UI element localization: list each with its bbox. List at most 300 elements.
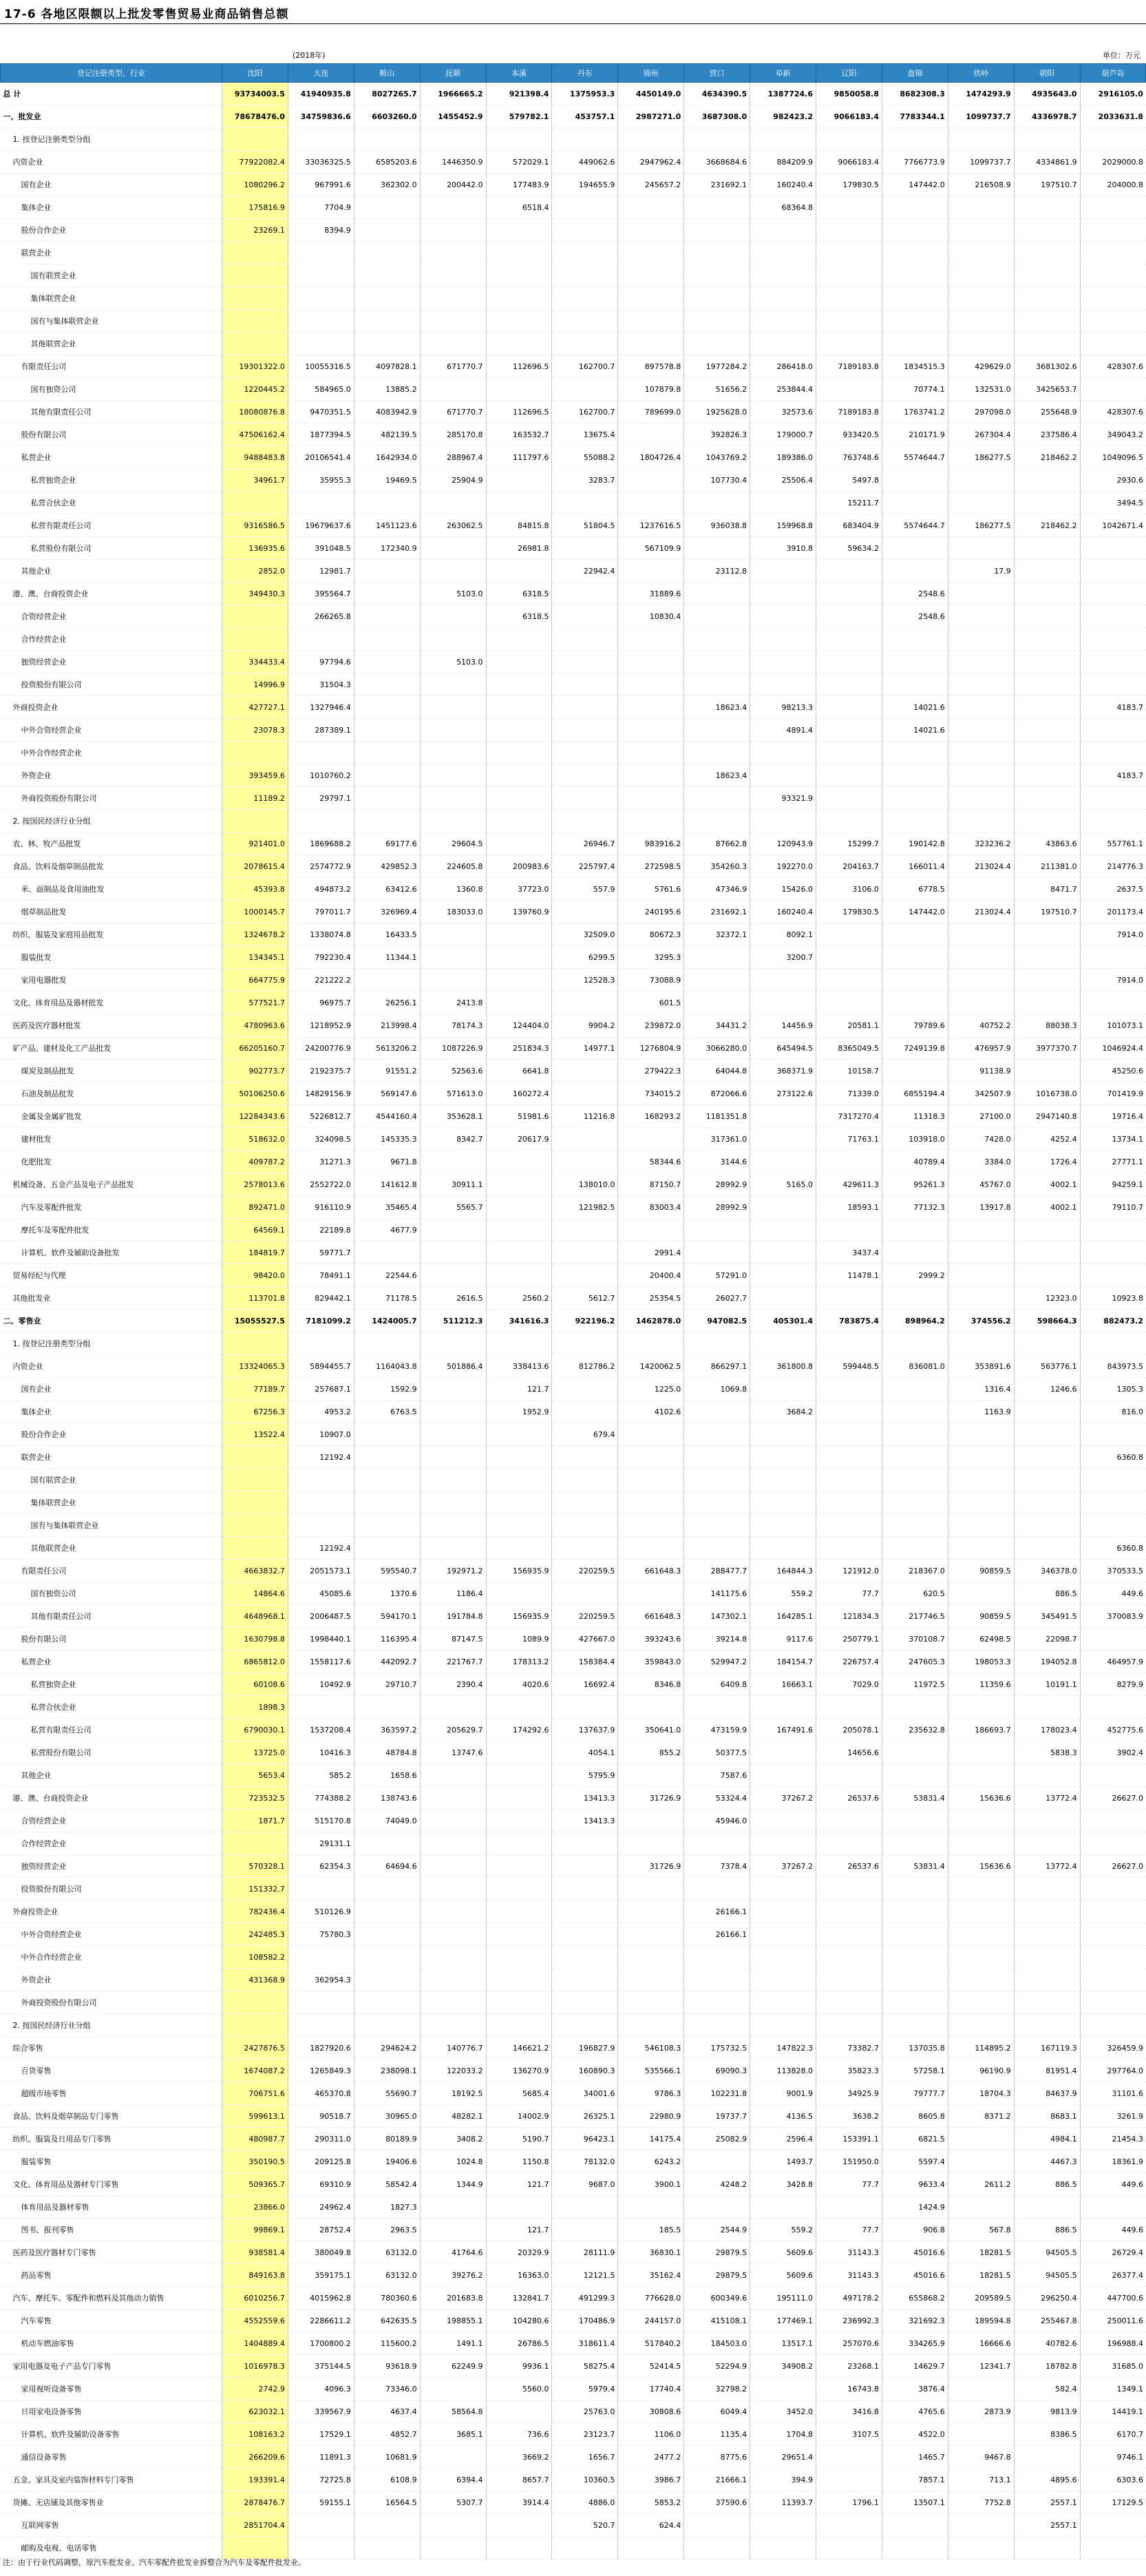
value-cell [816, 560, 882, 583]
value-cell: 7378.4 [684, 1855, 750, 1878]
row-label: 机械设备、五金产品及电子产品批发 [1, 1173, 222, 1196]
value-cell [750, 2014, 816, 2037]
value-cell [1080, 196, 1146, 219]
value-cell: 1046924.4 [1080, 1037, 1146, 1060]
value-cell: 218462.2 [1014, 514, 1080, 537]
value-cell [750, 1969, 816, 1991]
row-label: 有限责任公司 [1, 1560, 222, 1582]
row-label: 烟草制品批发 [1, 901, 222, 923]
value-cell: 4002.1 [1014, 1173, 1080, 1196]
value-cell [684, 242, 750, 264]
row-label: 私营独资企业 [1, 469, 222, 492]
value-cell [1014, 469, 1080, 492]
page-title: 17-6 各地区限额以上批发零售贸易业商品销售总额 [4, 8, 289, 21]
value-cell: 363597.2 [354, 1719, 420, 1741]
value-cell [486, 923, 552, 946]
table-row [1, 2173, 1146, 2196]
value-cell: 1327946.4 [288, 696, 354, 719]
value-cell: 237586.4 [1014, 423, 1080, 446]
value-cell [1014, 1469, 1080, 1491]
value-cell [1014, 583, 1080, 605]
value-cell: 2548.6 [882, 583, 948, 605]
value-cell: 9001.9 [750, 2082, 816, 2105]
value-cell: 3066280.0 [684, 1037, 750, 1060]
value-cell: 6243.2 [618, 2150, 684, 2173]
value-cell [288, 2537, 354, 2559]
value-cell: 25904.9 [420, 469, 486, 492]
value-cell [816, 742, 882, 764]
value-cell [420, 1242, 486, 1264]
value-cell: 20329.9 [486, 2241, 552, 2264]
value-cell: 983916.2 [618, 833, 684, 855]
value-cell [486, 1242, 552, 1264]
value-cell: 518632.0 [222, 1128, 288, 1151]
value-cell: 121982.5 [552, 1196, 618, 1219]
row-label: 股份合作企业 [1, 219, 222, 242]
value-cell [1080, 1628, 1146, 1651]
value-cell: 221767.7 [420, 1651, 486, 1673]
value-cell: 3261.9 [1080, 2105, 1146, 2128]
value-cell [552, 378, 618, 401]
value-cell: 916110.9 [288, 1196, 354, 1219]
value-cell: 231692.1 [684, 901, 750, 923]
value-cell: 108163.2 [222, 2423, 288, 2446]
value-cell: 5613206.2 [354, 1037, 420, 1060]
value-cell [420, 1423, 486, 1446]
value-cell [420, 2378, 486, 2400]
value-cell: 5226812.7 [288, 1105, 354, 1128]
value-cell: 2991.4 [618, 1242, 684, 1264]
value-cell: 235632.8 [882, 1719, 948, 1741]
value-cell [750, 969, 816, 992]
value-cell: 190142.8 [882, 833, 948, 855]
value-cell: 18080876.8 [222, 401, 288, 423]
value-cell: 16564.5 [354, 2491, 420, 2514]
value-cell: 8371.2 [948, 2105, 1014, 2128]
value-cell [882, 2014, 948, 2037]
value-cell [354, 719, 420, 742]
value-cell: 645494.5 [750, 1037, 816, 1060]
value-cell: 18782.8 [1014, 2355, 1080, 2378]
value-cell: 1834515.3 [882, 355, 948, 378]
year-note: (2018年) [293, 51, 326, 60]
header-city: 阜新 [750, 64, 816, 83]
value-cell [750, 1537, 816, 1560]
value-cell: 3669.2 [486, 2446, 552, 2469]
value-cell [486, 719, 552, 742]
table-row [1, 2423, 1146, 2446]
value-cell: 2852.0 [222, 560, 288, 583]
value-cell [684, 1946, 750, 1969]
value-cell: 31504.3 [288, 673, 354, 696]
value-cell: 4020.6 [486, 1673, 552, 1696]
value-cell [750, 673, 816, 696]
value-cell [684, 333, 750, 355]
value-cell [486, 2514, 552, 2537]
value-cell: 45767.0 [948, 1173, 1014, 1196]
value-cell: 427667.0 [552, 1628, 618, 1651]
value-cell: 239872.0 [618, 1014, 684, 1037]
value-cell [816, 1537, 882, 1560]
value-cell: 285170.8 [420, 423, 486, 446]
row-label: 中外合资经营企业 [1, 719, 222, 742]
value-cell: 132841.7 [486, 2287, 552, 2310]
value-cell: 683404.9 [816, 514, 882, 537]
table-row [1, 923, 1146, 946]
value-cell: 26729.4 [1080, 2241, 1146, 2264]
value-cell [420, 537, 486, 560]
value-cell [552, 1151, 618, 1173]
table-row [1, 2446, 1146, 2469]
value-cell [948, 1332, 1014, 1355]
value-cell [486, 1469, 552, 1491]
value-cell: 19737.7 [684, 2105, 750, 2128]
value-cell [222, 810, 288, 833]
value-cell [1080, 560, 1146, 583]
value-cell: 40752.2 [948, 1014, 1014, 1037]
value-cell [288, 742, 354, 764]
value-cell [486, 1446, 552, 1469]
value-cell: 12192.4 [288, 1537, 354, 1560]
value-cell: 96190.9 [948, 2060, 1014, 2082]
value-cell [816, 1923, 882, 1946]
value-cell [420, 1469, 486, 1491]
value-cell: 29131.1 [288, 1832, 354, 1855]
value-cell: 43863.6 [1014, 833, 1080, 855]
value-cell [618, 1582, 684, 1605]
row-label: 国有与集体联营企业 [1, 1514, 222, 1537]
table-row [1, 1582, 1146, 1605]
value-cell: 107730.4 [684, 469, 750, 492]
value-cell [816, 719, 882, 742]
value-cell [684, 1696, 750, 1719]
value-cell: 41940935.8 [288, 83, 354, 105]
value-cell [948, 1696, 1014, 1719]
value-cell: 671770.7 [420, 355, 486, 378]
value-cell [684, 219, 750, 242]
value-cell: 78491.1 [288, 1264, 354, 1287]
value-cell [288, 2014, 354, 2037]
value-cell [750, 1514, 816, 1537]
value-cell: 34759836.6 [288, 105, 354, 128]
value-cell [420, 1696, 486, 1719]
value-cell [750, 651, 816, 673]
value-cell [1014, 2014, 1080, 2037]
value-cell [486, 1423, 552, 1446]
value-cell: 220259.5 [552, 1605, 618, 1628]
header-city: 葫芦岛 [1080, 64, 1146, 83]
value-cell: 77922082.4 [222, 151, 288, 174]
value-cell: 1106.0 [618, 2423, 684, 2446]
value-cell: 10907.0 [288, 1423, 354, 1446]
value-cell: 3681302.6 [1014, 355, 1080, 378]
value-cell: 22942.4 [552, 560, 618, 583]
table-row [1, 128, 1146, 151]
value-cell [816, 810, 882, 833]
value-cell [420, 1491, 486, 1514]
value-cell: 4334861.9 [1014, 151, 1080, 174]
value-cell: 5612.7 [552, 1287, 618, 1310]
value-cell [486, 1855, 552, 1878]
value-cell: 22189.8 [288, 1219, 354, 1242]
value-cell: 20581.1 [816, 1014, 882, 1037]
row-label: 石油及制品批发 [1, 1082, 222, 1105]
header-category: 登记注册类型、行业 [1, 64, 222, 83]
value-cell: 23866.0 [222, 2196, 288, 2219]
value-cell: 172340.9 [354, 537, 420, 560]
value-cell: 205078.1 [816, 1719, 882, 1741]
value-cell: 4054.1 [552, 1741, 618, 1764]
value-cell: 52563.6 [420, 1060, 486, 1082]
value-cell: 96975.7 [288, 992, 354, 1014]
value-cell [288, 1696, 354, 1719]
value-cell: 162700.7 [552, 401, 618, 423]
value-cell [882, 651, 948, 673]
value-cell: 882473.2 [1080, 1310, 1146, 1332]
value-cell [1014, 1491, 1080, 1514]
value-cell [948, 287, 1014, 310]
value-cell: 4102.6 [618, 1401, 684, 1423]
value-cell [486, 1264, 552, 1287]
value-cell [618, 219, 684, 242]
value-cell [882, 242, 948, 264]
value-cell: 186693.7 [948, 1719, 1014, 1741]
value-cell: 14021.6 [882, 696, 948, 719]
value-cell [354, 583, 420, 605]
value-cell: 12121.5 [552, 2264, 618, 2287]
value-cell: 62249.9 [420, 2355, 486, 2378]
value-cell: 23269.1 [222, 219, 288, 242]
table-row [1, 742, 1146, 764]
value-cell: 6855194.4 [882, 1082, 948, 1105]
value-cell: 375144.5 [288, 2355, 354, 2378]
value-cell [1080, 1491, 1146, 1514]
table-row [1, 1060, 1146, 1082]
value-cell [948, 1741, 1014, 1764]
table-row [1, 2469, 1146, 2491]
row-label: 食品、饮料及烟草制品批发 [1, 855, 222, 878]
value-cell: 1537208.4 [288, 1719, 354, 1741]
value-cell: 427727.1 [222, 696, 288, 719]
header-city: 抚顺 [420, 64, 486, 83]
value-cell [486, 696, 552, 719]
value-cell [618, 128, 684, 151]
value-cell [420, 1378, 486, 1401]
row-label: 百货零售 [1, 2060, 222, 2082]
value-cell [222, 1491, 288, 1514]
value-cell: 2548.6 [882, 605, 948, 628]
value-cell: 7189183.8 [816, 355, 882, 378]
value-cell [552, 2537, 618, 2559]
value-cell: 112696.5 [486, 401, 552, 423]
row-label: 集体企业 [1, 196, 222, 219]
value-cell: 16663.1 [750, 1673, 816, 1696]
value-cell: 394.9 [750, 2469, 816, 2491]
value-cell: 8471.7 [1014, 878, 1080, 901]
value-cell [882, 492, 948, 514]
value-cell: 236992.3 [816, 2310, 882, 2332]
row-label: 家用电器及电子产品专门零售 [1, 2355, 222, 2378]
header-city: 沈阳 [222, 64, 288, 83]
value-cell [618, 1537, 684, 1560]
value-cell: 31685.0 [1080, 2355, 1146, 2378]
value-cell: 266265.8 [288, 605, 354, 628]
value-cell [1080, 1264, 1146, 1287]
value-cell: 13413.3 [552, 1787, 618, 1810]
value-cell: 15055527.5 [222, 1310, 288, 1332]
value-cell: 257070.6 [816, 2332, 882, 2355]
value-cell: 11393.7 [750, 2491, 816, 2514]
table-row [1, 1628, 1146, 1651]
value-cell: 585.2 [288, 1764, 354, 1787]
row-label: 私营有限责任公司 [1, 514, 222, 537]
value-cell [552, 1832, 618, 1855]
value-cell [552, 719, 618, 742]
value-cell: 94505.5 [1014, 2264, 1080, 2287]
value-cell: 34961.7 [222, 469, 288, 492]
value-cell [222, 1332, 288, 1355]
value-cell [420, 1764, 486, 1787]
value-cell: 17529.1 [288, 2423, 354, 2446]
value-cell: 359843.0 [618, 1651, 684, 1673]
value-cell: 5574644.7 [882, 446, 948, 469]
value-cell: 30911.1 [420, 1173, 486, 1196]
value-cell [552, 992, 618, 1014]
value-cell: 2851704.4 [222, 2514, 288, 2537]
value-cell [948, 605, 1014, 628]
value-cell [420, 1537, 486, 1560]
value-cell: 26946.7 [552, 833, 618, 855]
value-cell [816, 1151, 882, 1173]
value-cell [552, 1378, 618, 1401]
value-cell: 9746.1 [1080, 2446, 1146, 2469]
value-cell [684, 310, 750, 333]
value-cell [618, 742, 684, 764]
table-row [1, 878, 1146, 901]
value-cell [1080, 1810, 1146, 1832]
value-cell [552, 1855, 618, 1878]
value-cell [882, 946, 948, 969]
value-cell: 175732.5 [684, 2037, 750, 2060]
value-cell: 947082.5 [684, 1310, 750, 1332]
table-row [1, 537, 1146, 560]
value-cell [420, 969, 486, 992]
value-cell: 1656.7 [552, 2446, 618, 2469]
value-cell: 9066183.4 [816, 105, 882, 128]
row-label: 港、澳、台商投资企业 [1, 583, 222, 605]
value-cell [882, 1491, 948, 1514]
value-cell: 255648.9 [1014, 401, 1080, 423]
value-cell: 147442.0 [882, 901, 948, 923]
table-row [1, 2287, 1146, 2310]
value-cell: 93618.9 [354, 2355, 420, 2378]
row-label: 国有联营企业 [1, 1469, 222, 1491]
value-cell: 1042671.4 [1080, 514, 1146, 537]
value-cell: 88038.3 [1014, 1014, 1080, 1037]
value-cell: 210171.9 [882, 423, 948, 446]
value-cell: 3914.4 [486, 2491, 552, 2514]
value-cell [486, 1696, 552, 1719]
table-row [1, 2082, 1146, 2105]
row-label: 超级市场零售 [1, 2082, 222, 2105]
value-cell [816, 2537, 882, 2559]
value-cell [354, 2014, 420, 2037]
value-cell: 797011.7 [288, 901, 354, 923]
value-cell [420, 764, 486, 787]
value-cell [354, 787, 420, 810]
table-row [1, 196, 1146, 219]
value-cell: 359175.1 [288, 2264, 354, 2287]
value-cell [948, 673, 1014, 696]
value-cell [1080, 1696, 1146, 1719]
value-cell [618, 2196, 684, 2219]
value-cell: 6865812.0 [222, 1651, 288, 1673]
value-cell: 6170.7 [1080, 2423, 1146, 2446]
value-cell [882, 537, 948, 560]
table-row [1, 2355, 1146, 2378]
value-cell: 70774.1 [882, 378, 948, 401]
value-cell: 147302.1 [684, 1605, 750, 1628]
table-row [1, 2378, 1146, 2400]
table-row [1, 1401, 1146, 1423]
value-cell [750, 605, 816, 628]
value-cell: 24200776.9 [288, 1037, 354, 1060]
value-cell: 7752.8 [948, 2491, 1014, 2514]
value-cell: 84815.8 [486, 514, 552, 537]
value-cell [552, 1082, 618, 1105]
value-cell: 599448.5 [816, 1355, 882, 1378]
table-row [1, 401, 1146, 423]
value-cell: 517840.2 [618, 2332, 684, 2355]
value-cell: 37723.0 [486, 878, 552, 901]
value-cell [750, 742, 816, 764]
table-row [1, 2332, 1146, 2355]
value-cell [948, 2196, 1014, 2219]
row-label: 投资股份有限公司 [1, 1878, 222, 1900]
value-cell: 14996.9 [222, 673, 288, 696]
table-row [1, 1242, 1146, 1264]
value-cell: 116395.4 [354, 1628, 420, 1651]
value-cell [288, 492, 354, 514]
value-cell: 138010.0 [552, 1173, 618, 1196]
value-cell [486, 1923, 552, 1946]
value-cell: 197510.7 [1014, 901, 1080, 923]
table-row [1, 1264, 1146, 1287]
value-cell [750, 1878, 816, 1900]
value-cell [1080, 810, 1146, 833]
value-cell [882, 810, 948, 833]
value-cell: 26627.0 [1080, 1855, 1146, 1878]
row-label: 摩托车及零配件批发 [1, 1219, 222, 1242]
value-cell: 9633.4 [882, 2173, 948, 2196]
value-cell: 26166.1 [684, 1900, 750, 1923]
value-cell [486, 1196, 552, 1219]
value-cell: 196827.9 [552, 2037, 618, 2060]
value-cell [1080, 242, 1146, 264]
value-cell [684, 787, 750, 810]
value-cell: 3200.7 [750, 946, 816, 969]
table-row [1, 2150, 1146, 2173]
value-cell [684, 1491, 750, 1514]
value-cell [618, 2014, 684, 2037]
value-cell: 2578013.6 [222, 1173, 288, 1196]
value-cell: 28992.9 [684, 1196, 750, 1219]
value-cell: 324098.5 [288, 1128, 354, 1151]
value-cell: 113701.8 [222, 1287, 288, 1310]
value-cell: 1016738.0 [1014, 1082, 1080, 1105]
table-row [1, 855, 1146, 878]
value-cell [552, 583, 618, 605]
